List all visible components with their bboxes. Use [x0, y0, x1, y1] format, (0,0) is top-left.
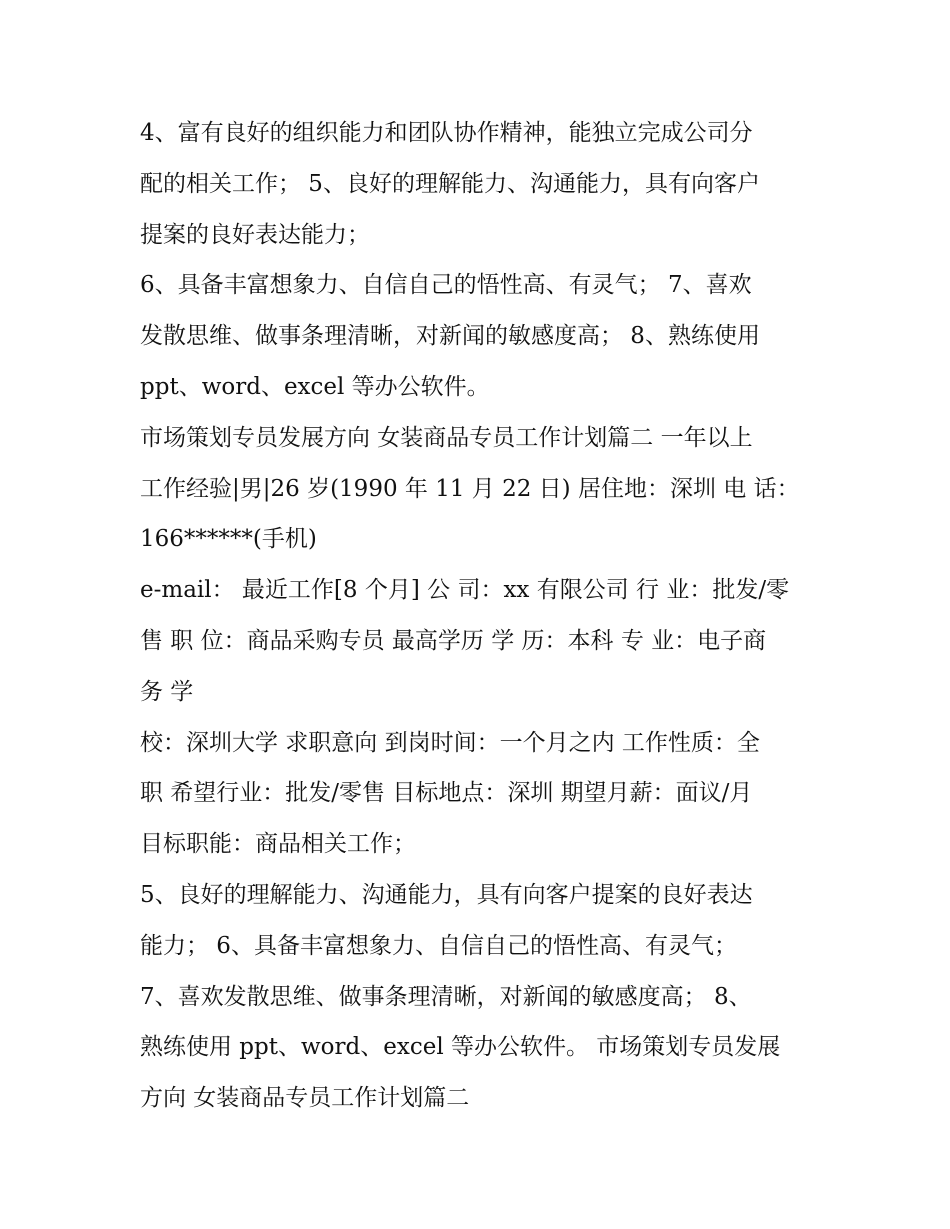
text-line: 务 学	[140, 678, 194, 705]
text-line: 166******(手机)	[140, 526, 317, 553]
text-line: 能力； 6、具备丰富想象力、自信自己的悟性高、有灵气；	[140, 932, 737, 959]
text-line: 目标职能：商品相关工作；	[140, 831, 416, 858]
text-line: 校：深圳大学 求职意向 到岗时间：一个月之内 工作性质：全	[140, 729, 760, 756]
text-line: 提案的良好表达能力；	[140, 221, 370, 248]
text-line: 市场策划专员发展方向 女装商品专员工作计划篇二 一年以上	[140, 424, 753, 451]
text-line: 5、良好的理解能力、沟通能力，具有向客户提案的良好表达	[140, 881, 753, 908]
text-line: 配的相关工作； 5、良好的理解能力、沟通能力，具有向客户	[140, 170, 760, 197]
text-line: 4、富有良好的组织能力和团队协作精神，能独立完成公司分	[140, 120, 753, 146]
text-line: 熟练使用 ppt、word、excel 等办公软件。 市场策划专员发展	[140, 1034, 781, 1061]
text-line: ppt、word、excel 等办公软件。	[140, 373, 490, 400]
text-line: 工作经验|男|26 岁(1990 年 11 月 22 日) 居住地：深圳 电 话：	[140, 475, 800, 502]
text-line: 6、具备丰富想象力、自信自己的悟性高、有灵气； 7、喜欢	[140, 272, 752, 299]
text-line: e-mail： 最近工作[8 个月] 公 司：xx 有限公司 行 业：批发/零	[140, 577, 790, 604]
text-line: 7、喜欢发散思维、做事条理清晰，对新闻的敏感度高； 8、	[140, 983, 752, 1010]
text-line: 方向 女装商品专员工作计划篇二	[140, 1085, 470, 1112]
document-body	[140, 108, 820, 1124]
text-line: 售 职 位：商品采购专员 最高学历 学 历：本科 专 业：电子商	[140, 627, 767, 654]
text-line: 发散思维、做事条理清晰，对新闻的敏感度高； 8、熟练使用	[140, 323, 760, 350]
text-line: 职 希望行业：批发/零售 目标地点：深圳 期望月薪：面议/月	[140, 780, 753, 807]
